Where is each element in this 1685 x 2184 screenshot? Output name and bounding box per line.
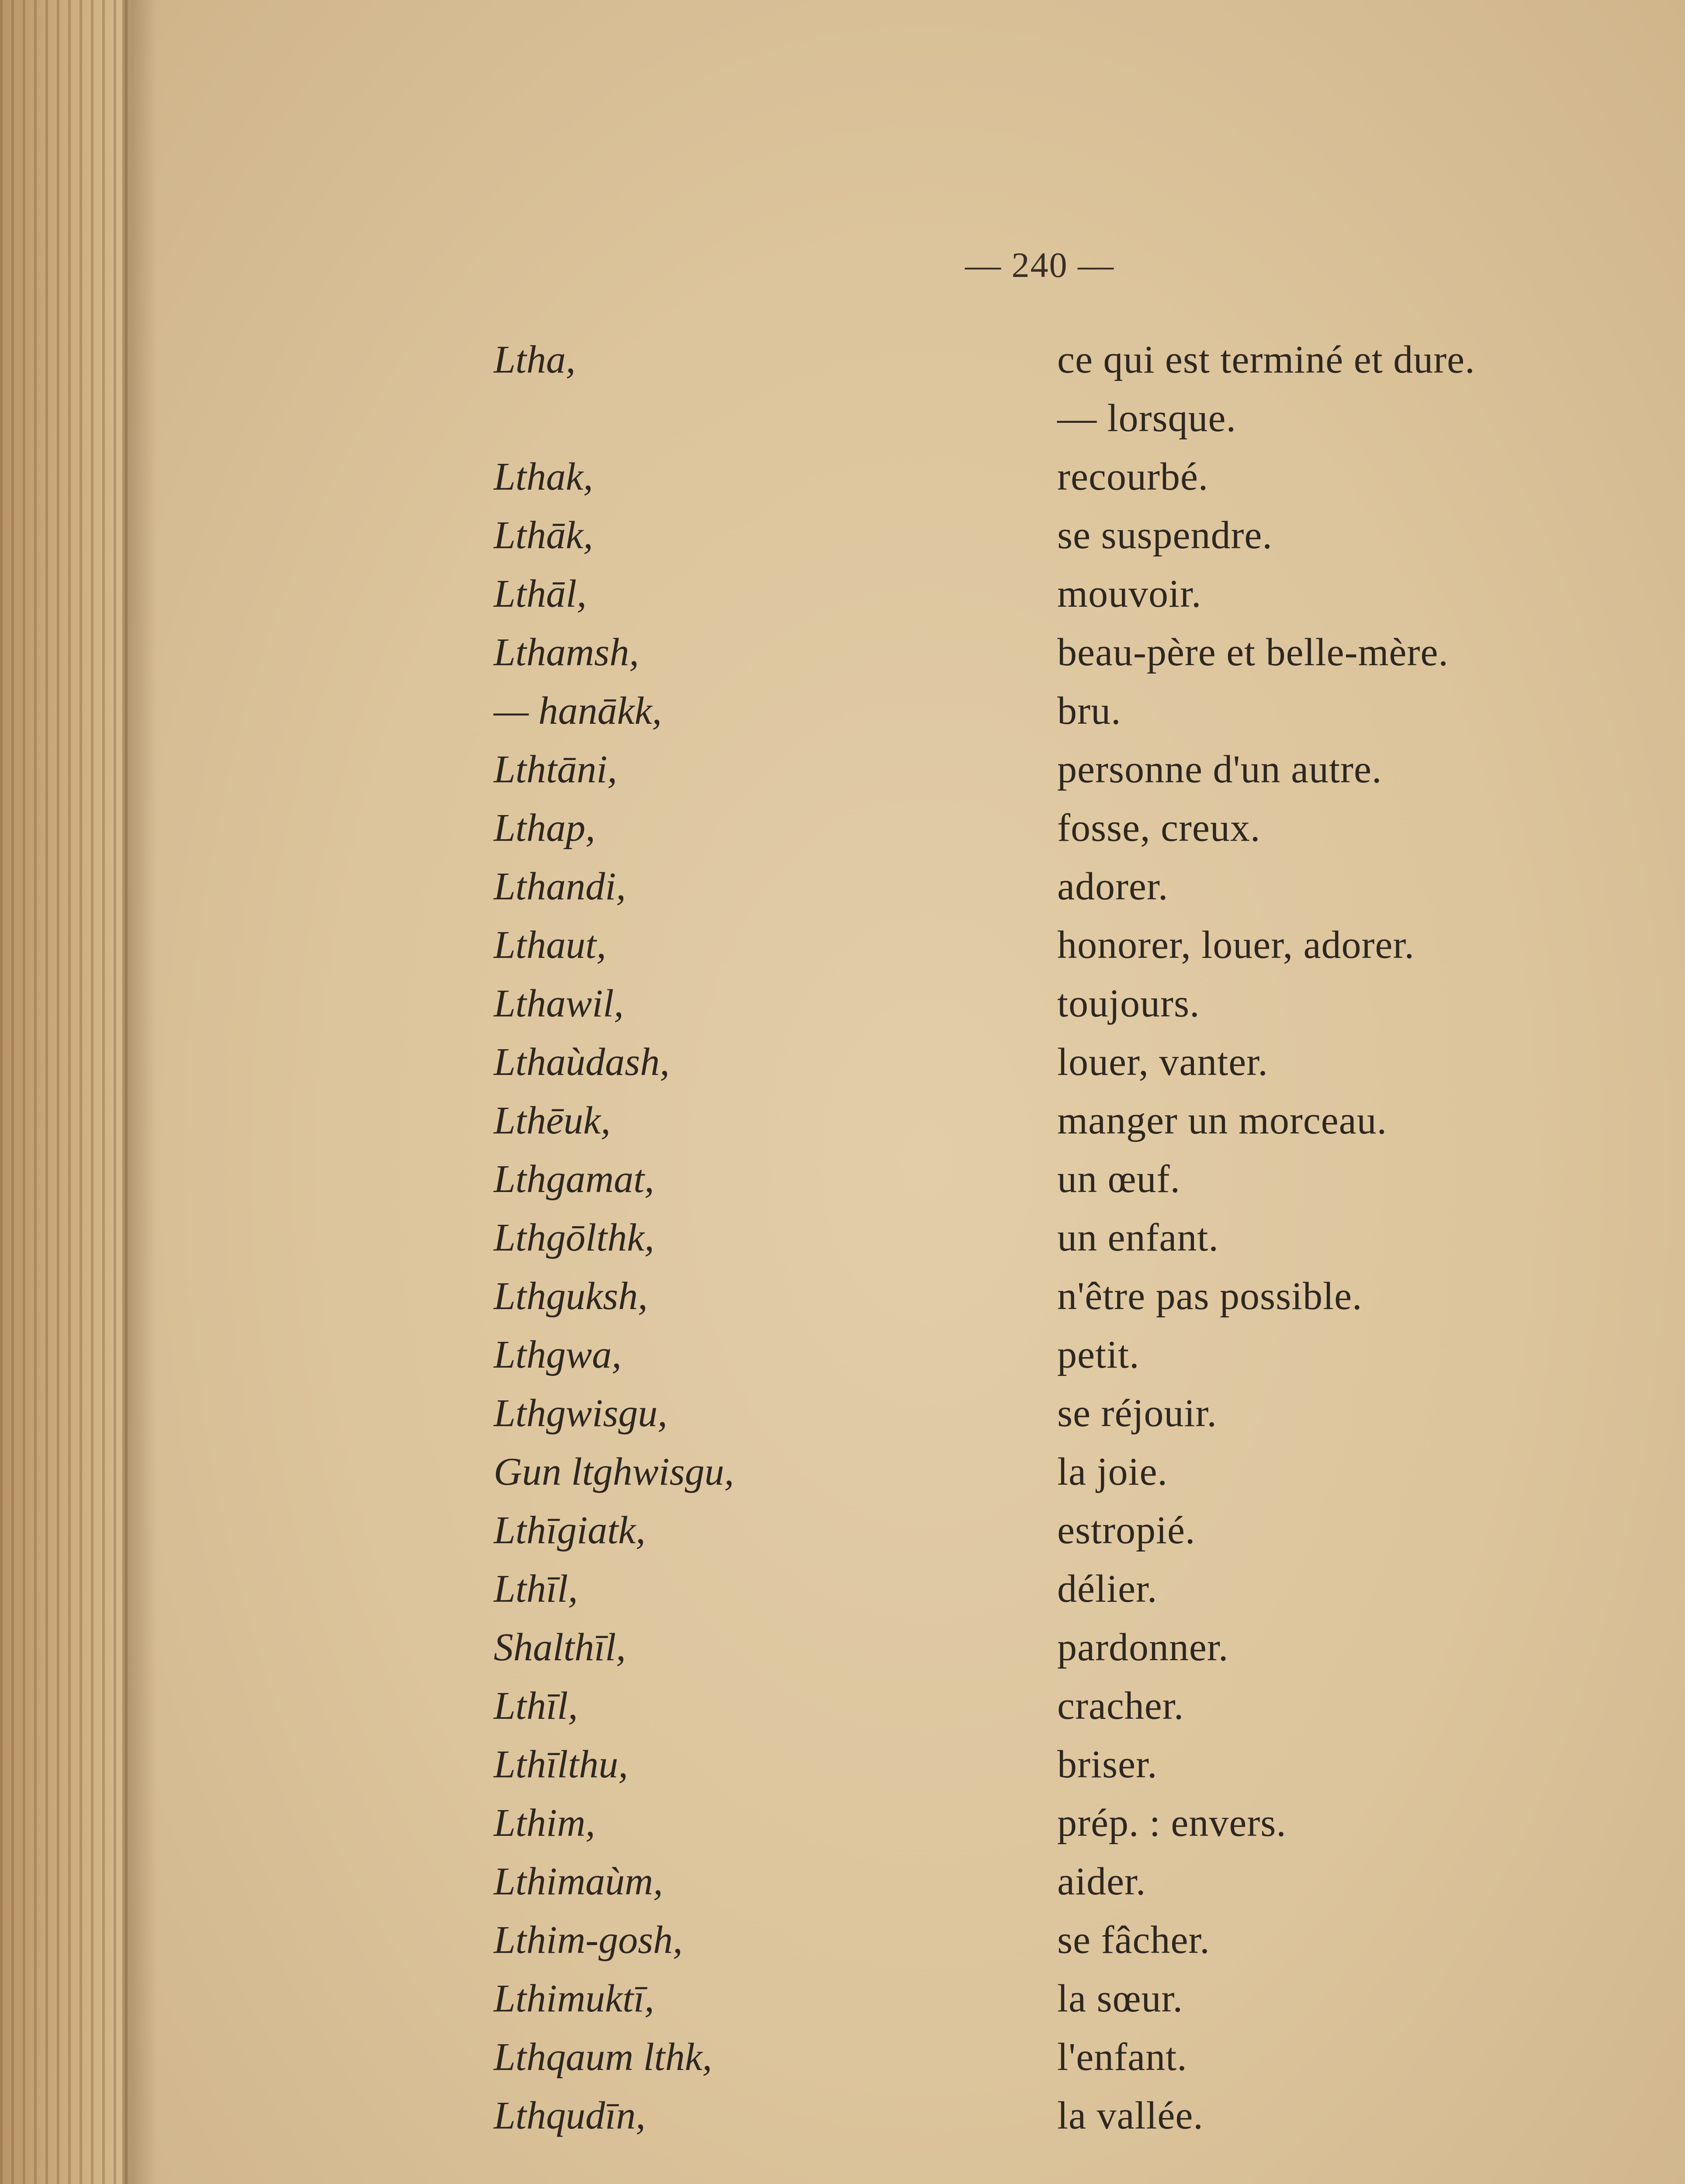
entry-gloss: l'enfant. <box>1057 2035 1187 2079</box>
entry-gloss: ce qui est terminé et dure. <box>1057 338 1475 381</box>
glossary-entry <box>0 1735 1685 1794</box>
entry-term: Lthawil, <box>494 982 624 1025</box>
entry-term: Shalthīl, <box>494 1626 626 1669</box>
glossary-entry <box>0 682 1685 740</box>
entry-term: Lthīl, <box>494 1684 578 1728</box>
glossary-entry <box>0 1501 1685 1560</box>
entry-gloss: louer, vanter. <box>1057 1040 1268 1084</box>
entry-gloss: prép. : envers. <box>1057 1801 1287 1845</box>
glossary-entry <box>0 916 1685 975</box>
entry-gloss: personne d'un autre. <box>1057 748 1382 791</box>
entry-gloss: honorer, louer, adorer. <box>1057 923 1415 967</box>
entry-term: Lthāk, <box>494 514 593 557</box>
entry-term: Lthāl, <box>494 572 587 615</box>
entry-term: Lthgamat, <box>494 1158 654 1201</box>
entry-term: Lthim-gosh, <box>494 1918 683 1962</box>
entry-term: Lthaùdash, <box>494 1040 670 1084</box>
entry-gloss: cracher. <box>1057 1684 1184 1728</box>
glossary-entry <box>0 1033 1685 1092</box>
glossary-entry <box>0 975 1685 1033</box>
entry-gloss: la sœur. <box>1057 1977 1183 2020</box>
entry-gloss: se fâcher. <box>1057 1918 1210 1962</box>
entry-term: Lthgwa, <box>494 1333 622 1376</box>
entry-gloss: la joie. <box>1057 1450 1168 1493</box>
entry-gloss: n'être pas possible. <box>1057 1275 1363 1318</box>
entry-gloss: petit. <box>1057 1333 1140 1376</box>
entry-term: Lthaut, <box>494 923 606 967</box>
entry-term: Lthim, <box>494 1801 595 1845</box>
entry-term: Lthqudīn, <box>494 2094 646 2137</box>
entry-gloss: pardonner. <box>1057 1626 1229 1669</box>
entry-gloss: aider. <box>1057 1860 1146 1903</box>
glossary-entry <box>0 1794 1685 1852</box>
entry-gloss: — lorsque. <box>1057 397 1236 440</box>
entry-term: Lthēuk, <box>494 1099 611 1142</box>
entry-gloss: bru. <box>1057 689 1121 733</box>
glossary-entry <box>0 1970 1685 2028</box>
entry-gloss: un œuf. <box>1057 1158 1180 1201</box>
entry-term: Lthimaùm, <box>494 1860 663 1903</box>
entry-term: Lthqaum lthk, <box>494 2035 713 2079</box>
entry-term: Lthguksh, <box>494 1275 648 1318</box>
entry-term: Lthamsh, <box>494 631 639 674</box>
glossary-entry <box>0 1092 1685 1150</box>
entry-gloss: adorer. <box>1057 865 1169 908</box>
glossary-entry <box>0 1852 1685 1911</box>
entry-gloss: mouvoir. <box>1057 572 1202 615</box>
entry-gloss: recourbé. <box>1057 455 1209 498</box>
page-number: — 240 — <box>965 245 1114 285</box>
entry-term: Lthīl, <box>494 1567 578 1610</box>
entry-term: Lthak, <box>494 455 593 498</box>
glossary-entry <box>0 2087 1685 2145</box>
glossary-entry <box>0 1384 1685 1443</box>
glossary-entry <box>0 389 1685 448</box>
entry-term: Lthimuktī, <box>494 1977 654 2020</box>
glossary-entry <box>0 857 1685 916</box>
entry-term: Lthgwisgu, <box>494 1392 668 1435</box>
glossary-entry <box>0 506 1685 565</box>
entry-term: Lthīlthu, <box>494 1743 628 1786</box>
entry-gloss: un enfant. <box>1057 1216 1219 1259</box>
entry-term: Gun ltghwisgu, <box>494 1450 734 1493</box>
entry-gloss: estropié. <box>1057 1509 1196 1552</box>
glossary-entry <box>0 1150 1685 1209</box>
entry-gloss: briser. <box>1057 1743 1158 1786</box>
entry-term: Lthandi, <box>494 865 626 908</box>
entry-term: Lthīgiatk, <box>494 1509 646 1552</box>
glossary-entry <box>0 565 1685 623</box>
entry-gloss: toujours. <box>1057 982 1200 1025</box>
glossary-entry <box>0 1443 1685 1501</box>
entry-term: Ltha, <box>494 338 576 381</box>
glossary-entry <box>0 1267 1685 1326</box>
glossary-entry <box>0 331 1685 389</box>
glossary-entry <box>0 2028 1685 2087</box>
entry-gloss: se suspendre. <box>1057 514 1273 557</box>
entry-gloss: se réjouir. <box>1057 1392 1217 1435</box>
entry-term: — hanākk, <box>494 689 662 733</box>
entry-term: Lthtāni, <box>494 748 617 791</box>
entry-gloss: fosse, creux. <box>1057 806 1261 850</box>
glossary-entry <box>0 799 1685 857</box>
entry-term: Lthgōlthk, <box>494 1216 654 1259</box>
glossary-entry <box>0 1560 1685 1618</box>
glossary-entry <box>0 1911 1685 1970</box>
glossary-entry <box>0 623 1685 682</box>
entry-gloss: beau-père et belle-mère. <box>1057 631 1449 674</box>
glossary-entry <box>0 448 1685 506</box>
glossary-entry <box>0 1677 1685 1735</box>
glossary-entry <box>0 1618 1685 1677</box>
entry-gloss: manger un morceau. <box>1057 1099 1387 1142</box>
glossary-entry <box>0 740 1685 799</box>
glossary-entry <box>0 1326 1685 1384</box>
entry-term: Lthap, <box>494 806 595 850</box>
entry-gloss: la vallée. <box>1057 2094 1204 2137</box>
entry-gloss: délier. <box>1057 1567 1158 1610</box>
glossary-entry <box>0 1209 1685 1267</box>
